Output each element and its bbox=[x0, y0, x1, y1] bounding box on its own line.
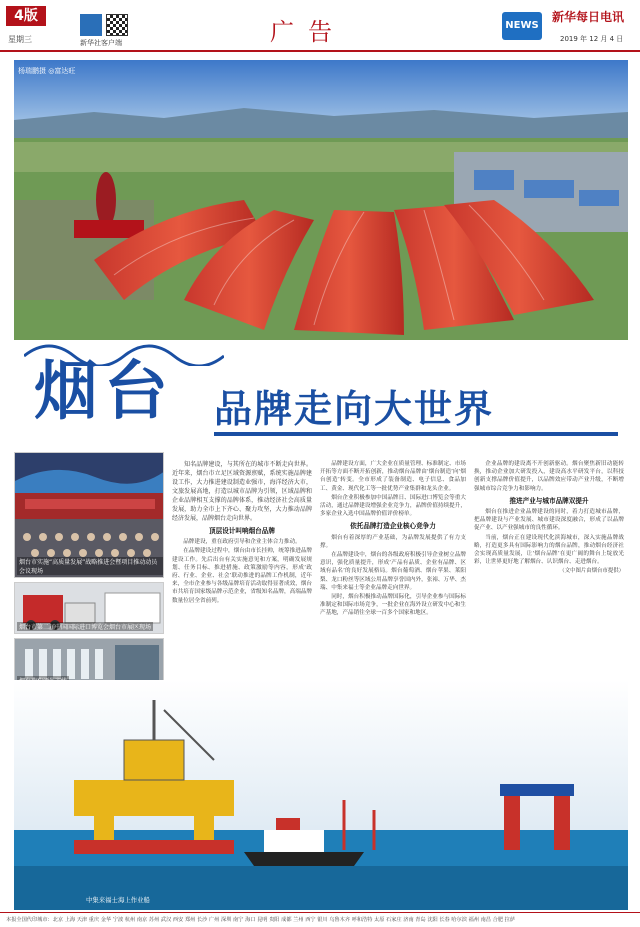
print-cities-footer: 本报全国代印城市：北京 上海 天津 重庆 金华 宁波 杭州 南京 苏州 武汉 西安 郑州 长沙 广州 深圳 南宁 海口 昆明 贵阳 成都 兰州 西宁 银川 乌鲁木齐 呼和浩特 太原 石家庄 济南 青岛 沈阳 长春 哈尔滨 福州 南昌 合肥 拉萨 bbox=[0, 912, 640, 927]
paragraph: 在品牌建设过程中，烟台由市长挂帅，统筹推进品牌建设工作。先后出台有关实施意见和方案，明确发展规划、任务目标、推进措施、政策激励等内容，形成‘政府、行业、企业、社会’联动推进的品牌工作机制，近年来，全市企业参与各级品牌培育活动取得显著成效，烟台市共培育国家级品牌示范企业，省级知名品牌，高端品牌数量位居全省前列。 bbox=[172, 548, 312, 604]
newspaper-name: 新华每日电讯 bbox=[552, 10, 625, 24]
paragraph: 企业品牌的建设离不开创新驱动。烟台聚焦新旧动能转换，推动企业加大研发投入，建设高水平研发平台，以科技创新支撑品牌价值提升，以品牌效应带动产业升级，不断增强城市综合竞争力和影响力。 bbox=[474, 461, 624, 492]
harbor-caption: 中集来福士海上作业船 bbox=[86, 896, 150, 904]
harbor-photo bbox=[14, 680, 628, 910]
page-header bbox=[0, 0, 640, 52]
photo-source-note: （文中图片由烟台市提供） bbox=[559, 568, 624, 575]
headline bbox=[14, 340, 628, 450]
paragraph: 同时，烟台积极推动品牌国际化，引导企业参与国际标准制定和国际市场竞争，一批企业在海外设立研发中心和生产基地，产品销往全球一百多个国家和地区。 bbox=[320, 594, 466, 617]
page-number: 4版 bbox=[6, 6, 46, 26]
paragraph: 品牌建设方面，广大企业在质量管理、标准制定、市场开拓等方面不断开拓创新，推动烟台品牌由‘烟台制造’向‘烟台创造’转变。全市形成了装备制造、电子信息、食品加工、黄金、现代化工等一批优势产业集群和龙头企业。 bbox=[320, 461, 466, 492]
article-column-2 bbox=[320, 460, 466, 676]
paragraph: 当前，烟台正在建设现代化滨海城市，深入实施品牌战略，打造更多具有国际影响力的烟台品牌，推动烟台经济社会实现高质量发展，让‘烟台品牌’在更广阔的舞台上绽放光彩，让世界更好地了解烟台、认识烟台、走进烟台。 bbox=[474, 534, 624, 566]
photo-caption: 烟台市第二届中国国际进口博览会烟台市展区现场 bbox=[19, 624, 152, 631]
qr-code-icon bbox=[106, 14, 128, 36]
meeting-photo bbox=[14, 452, 164, 578]
subheading-2: 依托品牌打造企业核心竞争力 bbox=[350, 522, 436, 531]
app-label: 新华社客户端 bbox=[80, 39, 122, 47]
xinhua-app-icon bbox=[80, 14, 102, 36]
paragraph: 烟台有着深厚的产业基础，为品牌发展提供了有力支撑。 bbox=[320, 534, 466, 549]
article-column-3 bbox=[474, 460, 624, 676]
article-intro: 知名品牌建设，与其所在的城市不断走向世界。近年来，烟台市立足区域资源禀赋，系统实施品牌建设工作，大力推进建设制造业强市，海洋经济大市，文旅发展高地，打造以城市品牌为引领，区域品牌和企业品牌相互支撑的品牌体系，推动经济社会高质量发展，助力全市上下齐心、聚力攻坚，大力推动品牌经济发展，品牌烟台走向世界。 bbox=[172, 461, 312, 522]
news-logo: NEWS bbox=[502, 12, 542, 40]
paragraph: 在品牌建设中，烟台的各级政府积极引导企业树立品牌意识，强化质量提升，形成‘产品有品质、企业有品牌、区域有品名’的良好发展格局。烟台葡萄酒、烟台苹果、莱阳梨、龙口粉丝等区域公用品牌享誉国内外，张裕、万华、杰瑞、中集来福士等企业品牌走向世界。 bbox=[320, 552, 466, 591]
subheading-1: 顶层设计叫响烟台品牌 bbox=[209, 527, 275, 535]
paragraph: 烟台在推进企业品牌建设的同时，着力打造城市品牌，把品牌建设与产业发展、城市建设深度融合，形成了以品牌促产业、以产业强城市的良性循环。 bbox=[474, 509, 624, 532]
paragraph: 烟台企业积极参加中国品牌日、国际进口博览会等重大活动，通过品牌建设增强企业竞争力，品牌价值持续提升，多家企业入选中国品牌价值评价榜单。 bbox=[320, 494, 466, 518]
expo-photo bbox=[14, 582, 164, 634]
photo-caption: 烟台市实施“高质量发展”战略推进会暨项目推动动员会议现场 bbox=[17, 557, 163, 575]
subheading-3: 推进产业与城市品牌双提升 bbox=[509, 496, 589, 505]
hero-aerial-photo bbox=[14, 60, 628, 340]
headline-main: 烟台 bbox=[34, 354, 174, 429]
headline-underline bbox=[214, 432, 618, 436]
headline-sub: 品牌走向大世界 bbox=[214, 386, 495, 431]
photo-credit: 杨瑞鹏摄 ◎富达旺 bbox=[18, 67, 76, 75]
paragraph: 品牌建设，重在政府引导和企业主体合力推动。 bbox=[183, 539, 301, 546]
aerial-scene bbox=[14, 60, 628, 340]
issue-date: 2019 年 12 月 4 日 bbox=[560, 35, 624, 43]
weekday: 星期三 bbox=[8, 35, 32, 44]
article-column-1 bbox=[172, 460, 312, 676]
section-title: 广告 bbox=[270, 18, 346, 46]
